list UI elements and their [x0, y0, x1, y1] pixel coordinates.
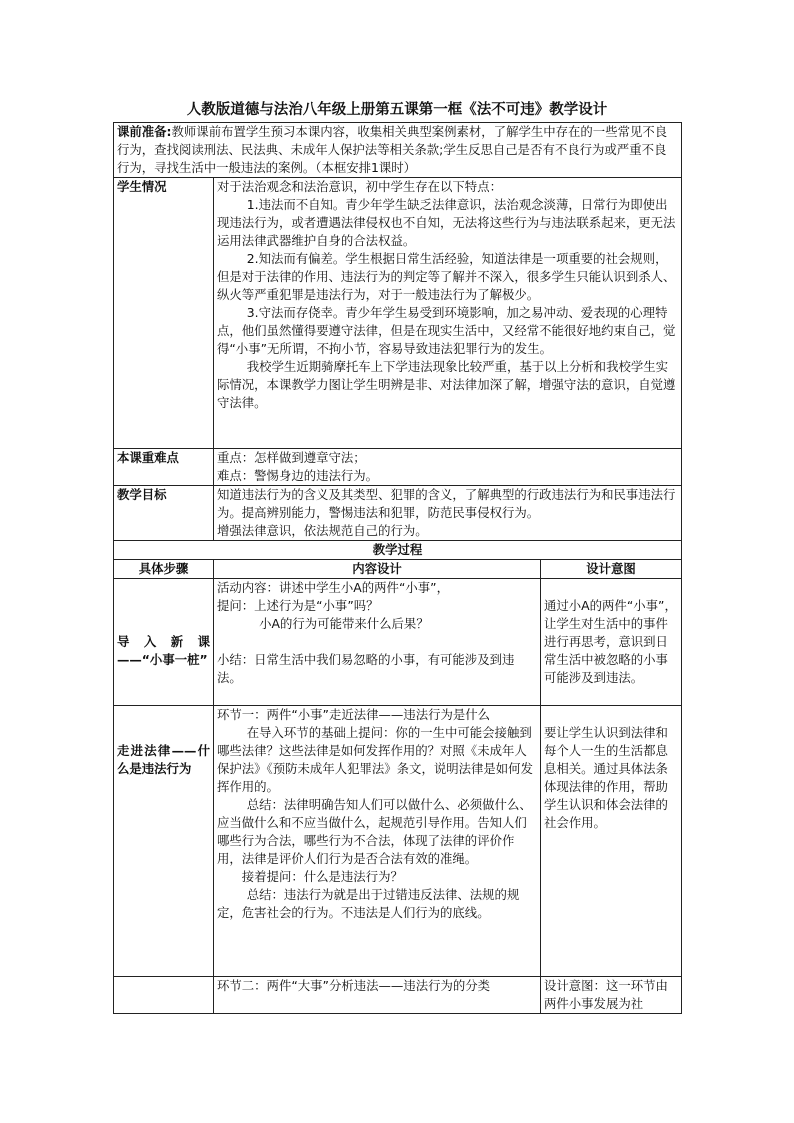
students-point-4: 我校学生近期骑摩托车上下学违法现象比较严重，基于以上分析和我校学生实际情况，本课教学力图让学生明辨是非、对法律加深了解，增强守法的意识，自觉遵守法律。: [217, 359, 676, 410]
students-content: [214, 178, 682, 449]
analysis-step-intent-cell: [541, 977, 682, 1014]
prep-label: 课前准备:: [117, 124, 172, 139]
analysis-step-row: [114, 977, 682, 1014]
law-section-title: 环节一：两件“小事”走近法律——违法行为是什么: [217, 707, 491, 722]
key-difficulty: 难点：警惕身边的违法行为。: [217, 468, 379, 483]
document-page: [113, 100, 681, 1014]
law-step-intent-cell: [541, 706, 682, 977]
goals-content: [214, 486, 682, 541]
analysis-step-intent: 设计意图：这一环节由两件小事发展为社: [544, 978, 668, 1011]
students-row: [114, 178, 682, 449]
students-point-3: 3.守法而存侥幸。青少年学生易受到环境影响，加之易冲动、爱表现的心理特点，他们虽然懂得要遵守法律，但是在现实生活中，又经常不能很好地约束自己，觉得“小事”无所谓，不拘小节，容易导致违法犯罪行为的发生。: [217, 305, 676, 356]
students-point-1: 1.违法而不自知。青少年学生缺乏法律意识，法治观念淡薄，日常行为即使出现违法行为，或者遭遇法律侵权也不自知，无法将这些行为与违法联系起来，更无法运用法律武器维护自身的合法权益。: [217, 197, 676, 248]
col-intent-header: 设计意图: [541, 560, 682, 579]
process-row: [114, 541, 682, 560]
students-label: 学生情况: [114, 178, 214, 449]
intro-question-2: 小A的行为可能带来什么后果？: [259, 616, 429, 631]
key-label: 本课重难点: [114, 449, 214, 486]
col-content-header: 内容设计: [214, 560, 541, 579]
process-header-row: [114, 560, 682, 579]
students-point-2: 2.知法而有偏差。学生根据日常生活经验，知道法律是一项重要的社会规则，但是对于法律的作用、违法行为的判定等了解并不深入，很多学生只能认识到杀人、纵火等严重犯罪是违法行为，对于一般违法行为了解极少。: [217, 251, 676, 302]
intro-question-1: 提问：上述行为是“小事”吗？: [217, 598, 379, 613]
law-step-intent: 要让学生认识到法律和每个人一生的生活都息息相关。通过具体法条体现法律的作用，帮助学生认识和体会法律的社会作用。: [544, 725, 668, 830]
law-question-2: 接着提问：什么是违法行为？: [241, 869, 403, 884]
intro-step-label-cell: [114, 579, 214, 706]
goals-text-1: 知道违法行为的含义及其类型、犯罪的含义，了解典型的行政违法行为和民事违法行为。提高辨别能力，警惕违法和犯罪，防范民事侵权行为。: [217, 487, 676, 520]
prep-row: [114, 123, 682, 178]
intro-step-label: 导入新课——“小事一桩”: [117, 634, 210, 667]
document-title: 人教版道德与法治八年级上册第五课第一框《法不可违》教学设计: [186, 102, 608, 118]
analysis-step-content: [214, 977, 541, 1014]
intro-step-row: [114, 579, 682, 706]
intro-step-intent: 通过小A的两件“小事”，让学生对生活中的事件进行再思考，意识到日常生活中被忽略的小事可能涉及到违法。: [544, 598, 677, 685]
intro-step-content: [214, 579, 541, 706]
law-step-row: [114, 706, 682, 977]
law-question: 在导入环节的基础上提问：你的一生中可能会接触到哪些法律？这些法律是如何发挥作用的？对照《未成年人保护法》《预防未成年人犯罪法》条文，说明法律是如何发挥作用的。: [217, 725, 533, 794]
key-row: [114, 449, 682, 486]
intro-activity: 活动内容：讲述中学生小A的两件“小事”，: [217, 580, 449, 595]
law-step-label-cell: [114, 706, 214, 977]
students-intro: 对于法治观念和法治意识，初中学生存在以下特点：: [217, 179, 502, 194]
lesson-plan-table: [113, 122, 682, 1014]
law-step-content: [214, 706, 541, 977]
key-content: [214, 449, 682, 486]
prep-cell: [114, 123, 682, 178]
law-summary-1: 总结：法律明确告知人们可以做什么、必须做什么、应当做什么和不应当做什么，起规范引导作用。告知人们哪些行为合法，哪些行为不合法，体现了法律的评价作用，法律是评价人们行为是否合法有效的准绳。: [217, 797, 532, 866]
intro-step-intent-cell: [541, 579, 682, 706]
goals-row: [114, 486, 682, 541]
law-summary-2: 总结：违法行为就是出于过错违反法律、法规的规定，危害社会的行为。不违法是人们行为的底线。: [217, 887, 520, 920]
analysis-step-label-cell: [114, 977, 214, 1014]
goals-label: 教学目标: [114, 486, 214, 541]
col-steps-header: 具体步骤: [114, 560, 214, 579]
key-focus: 重点：怎样做到遵章守法；: [217, 450, 366, 465]
prep-text: 教师课前布置学生预习本课内容，收集相关典型案例素材，了解学生中存在的一些常见不良行为，查找阅读刑法、民法典、未成年人保护法等相关条款;学生反思自己是否有不良行为或严重不良行为，寻找生活中一般违法的案例。（本框安排1课时）: [117, 124, 668, 175]
analysis-section-title: 环节二：两件“大事”分析违法——违法行为的分类: [217, 978, 491, 993]
intro-summary: 小结：日常生活中我们易忽略的小事，有可能涉及到违法。: [217, 652, 515, 685]
law-step-label: 走进法律——什么是违法行为: [117, 743, 210, 776]
process-label: 教学过程: [114, 541, 682, 560]
goals-text-2: 增强法律意识，依法规范自己的行为。: [217, 523, 428, 538]
